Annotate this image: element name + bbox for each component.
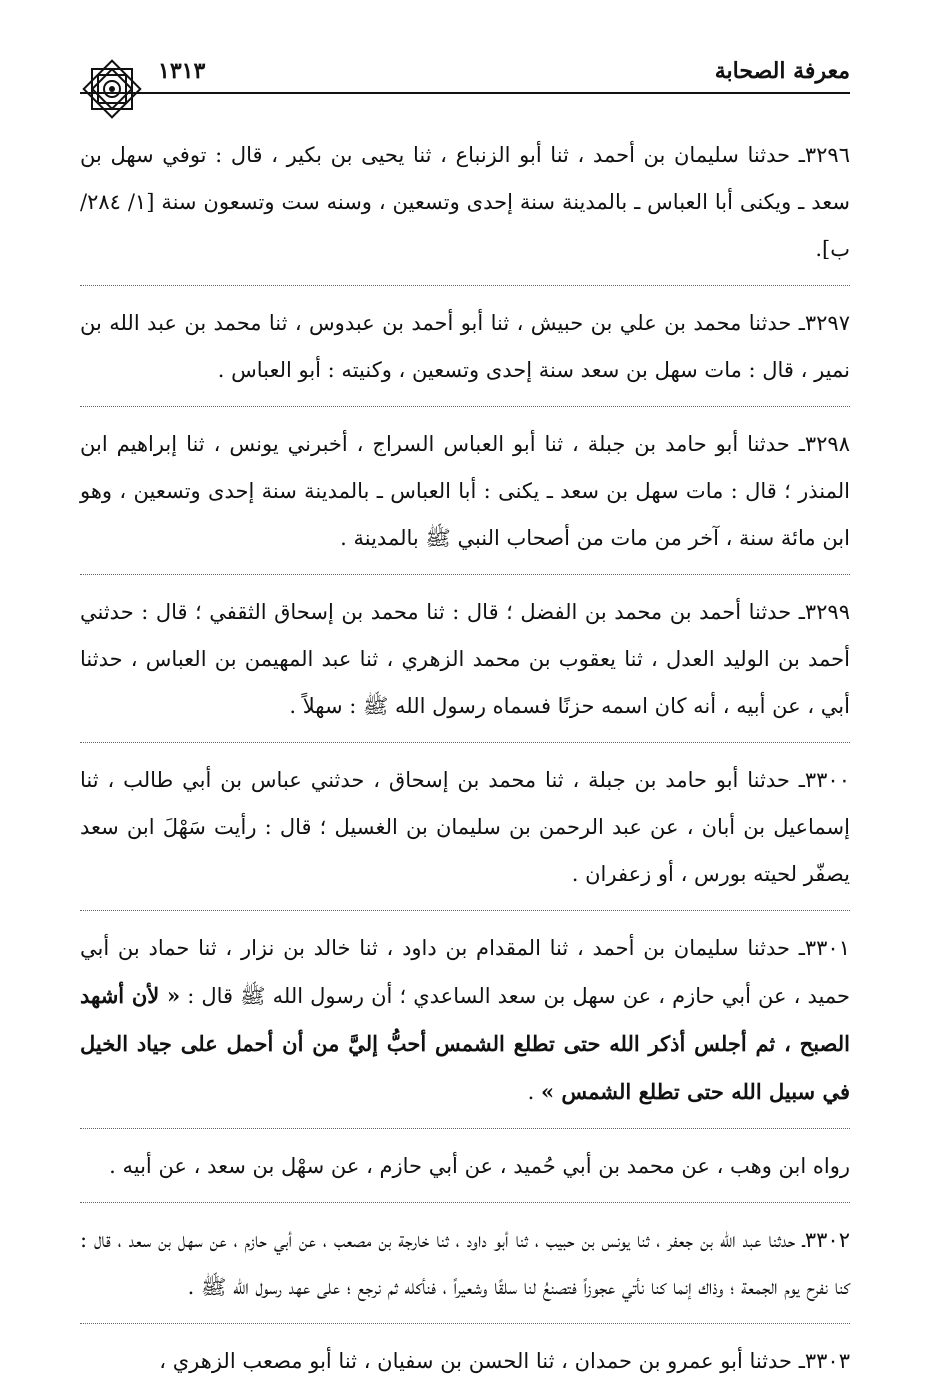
hadith-entry-3300: ٣٣٠٠ـ حدثنا أبو حامد بن جبلة ، ثنا محمد بن إسحاق ، حدثني عباس بن أبي طالب ، ثنا إسماعيل بن أبان ، عن عبد الرحمن بن سليمان بن الغسيل ؛ قال : رأيت سَهْلَ ابن سعد يصفّر لحيته بورس ، أو زعفران . [80, 768, 850, 886]
entry-divider [80, 574, 850, 575]
hadith-entry-3303: ٣٣٠٣ـ حدثنا أبو عمرو بن حمدان ، ثنا الحسن بن سفيان ، ثنا أبو مصعب الزهري ، [159, 1349, 850, 1373]
header-rule [80, 92, 850, 94]
narration-note: رواه ابن وهب ، عن محمد بن أبي حُميد ، عن أبي حازم ، عن سهْل بن سعد ، عن أبيه . [109, 1154, 850, 1178]
hadith-entry-3302: ٣٣٠٢ـ حدثنا عبد الله بن جعفر ، ثنا يونس بن حبيب ، ثنا أبو داود ، ثنا خارجة بن مصعب ، عن أبي حازم ، عن سهل بن سعد ، قال : كنا نفرح يوم الجمعة ؛ وذاك إنما كنا نأتي عجوزاً فتصنعُ لنا سلقًا وشعيراً ، فنأكله ثم نرجع ؛ على عهد رسول الله ﷺ . [80, 1228, 850, 1299]
hadith-entry-3298: ٣٢٩٨ـ حدثنا أبو حامد بن جبلة ، ثنا أبو العباس السراج ، أخبرني يونس ، ثنا إبراهيم ابن المنذر ؛ قال : مات سهل بن سعد ـ يكنى : أبا العباس ـ بالمدينة سنة إحدى وتسعين ، وهو ابن مائة سنة ، آخر من مات من أصحاب النبي ﷺ بالمدينة . [80, 432, 850, 550]
octagonal-star-ornament-icon [78, 55, 146, 123]
hadith-entry-3301 [80, 925, 850, 1116]
main-text [80, 132, 850, 1385]
entry-divider [80, 1202, 850, 1203]
entry-divider [80, 910, 850, 911]
running-title: معرفة الصحابة [714, 58, 850, 84]
hadith-entry-3299: ٣٢٩٩ـ حدثنا أحمد بن محمد بن الفضل ؛ قال : ثنا محمد بن إسحاق الثقفي ؛ قال : حدثني أحمد بن الوليد العدل ، ثنا يعقوب بن محمد الزهري ، ثنا عبد المهيمن بن العباس ، حدثنا أبي ، عن أبيه ، أنه كان اسمه حزنًا فسماه رسول الله ﷺ : سهلاً . [80, 600, 850, 718]
hadith-matn-bold: « لأن أشهد الصبح ، ثم أجلس أذكر الله حتى تطلع الشمس أحبُّ إليَّ من أن أحمل على جياد الخيل في سبيل الله حتى تطلع الشمس » [80, 983, 850, 1104]
page-header [80, 50, 850, 94]
entry-end-punctuation: . [527, 1080, 541, 1104]
entry-divider [80, 1323, 850, 1324]
entry-divider [80, 406, 850, 407]
hadith-entry-3296: ٣٢٩٦ـ حدثنا سليمان بن أحمد ، ثنا أبو الزنباع ، ثنا يحيى بن بكير ، قال : توفي سهل بن سعد ـ ويكنى أبا العباس ـ بالمدينة سنة إحدى وتسعين ، وسنه ست وتسعون سنة [١/ ٢٨٤/ ب]. [80, 143, 850, 261]
entry-divider [80, 285, 850, 286]
hadith-entry-3297: ٣٢٩٧ـ حدثنا محمد بن علي بن حبيش ، ثنا أبو أحمد بن عبدوس ، ثنا محمد بن عبد الله بن نمير ، قال : مات سهل بن سعد سنة إحدى وتسعين ، وكنيته : أبو العباس . [80, 311, 850, 382]
isnad-text: ٣٣٠١ـ حدثنا سليمان بن أحمد ، ثنا المقدام بن داود ، ثنا خالد بن نزار ، ثنا حماد بن أبي حميد ، عن أبي حازم ، عن سهل بن سعد الساعدي ؛ أن رسول الله ﷺ قال : [80, 936, 851, 1008]
page-number: ١٣١٣ [158, 58, 206, 84]
entry-divider [80, 1128, 850, 1129]
entry-divider [80, 742, 850, 743]
